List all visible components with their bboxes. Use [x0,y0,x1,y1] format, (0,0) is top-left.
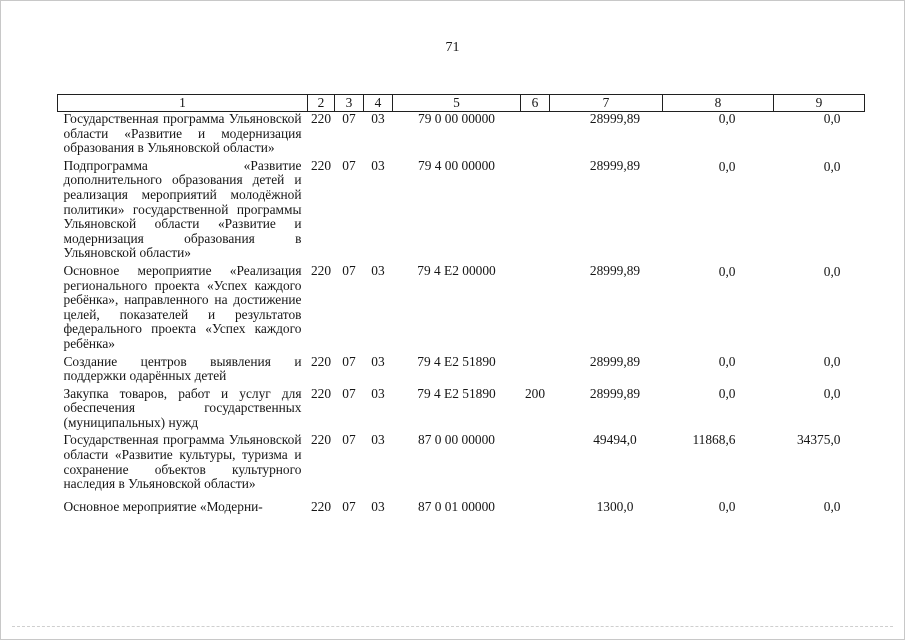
row-name: Государственная программа Ульяновской области «Развитие культуры, туризма и сохранение объектов культурного наследия в Ульяновской области» [63,432,302,492]
budget-table [57,94,865,517]
row-value-7: 28999,89 [589,157,641,173]
row-code-5: 87 0 00 00000 [418,432,495,448]
table-row [58,495,865,518]
row-value-8: 0,0 [718,498,736,514]
table-row [58,112,865,159]
header-col-1: 1 [58,95,308,112]
table-row [58,159,865,264]
row-code-3: 07 [342,111,356,126]
row-value-9: 0,0 [823,353,841,369]
header-col-9: 9 [774,95,865,112]
row-code-4: 03 [371,111,385,126]
table-row [58,355,865,387]
row-value-7: 28999,89 [589,262,641,278]
header-col-2: 2 [308,95,335,112]
scan-bottom-edge [12,626,893,627]
row-code-6 [521,433,550,494]
row-value-8: 0,0 [718,263,736,279]
row-value-9: 0,0 [823,498,841,514]
row-value-8: 11868,6 [692,432,736,448]
row-code-6 [521,112,550,159]
row-code-2: 220 [310,385,332,401]
header-col-6: 6 [521,95,550,112]
row-code-2: 220 [310,262,332,278]
row-code-3: 07 [342,353,356,369]
row-value-9: 0,0 [823,111,841,126]
row-code-3: 07 [342,385,356,401]
row-name: Основное мероприятие «Модерни- [63,498,263,514]
header-col-8: 8 [663,95,774,112]
row-code-2: 220 [310,157,332,173]
row-value-7: 28999,89 [589,353,641,369]
row-value-8: 0,0 [718,385,736,401]
header-col-7: 7 [550,95,663,112]
row-code-4: 03 [371,157,385,173]
table-row [58,387,865,434]
row-value-8: 0,0 [718,111,736,126]
row-code-2: 220 [310,353,332,369]
header-col-3: 3 [335,95,364,112]
row-code-5: 79 0 00 00000 [418,111,495,126]
row-code-4: 03 [371,385,385,401]
row-value-8: 0,0 [718,353,736,369]
row-name: Закупка товаров, работ и услуг для обеспечения государственных (муниципальных) нужд [63,385,302,430]
table-row [58,264,865,355]
row-value-7: 28999,89 [589,385,641,401]
row-code-3: 07 [342,498,356,514]
row-code-5: 79 4 E2 51890 [417,385,496,401]
row-value-9: 0,0 [823,385,841,401]
row-value-8: 0,0 [718,158,736,174]
row-value-7: 1300,0 [596,498,634,514]
row-name: Основное мероприятие «Реализация регионального проекта «Успех каждого ребёнка», направленного на достижение целей, показателей и результатов федерального проекта «Успех каждого ребёнка» [63,262,302,351]
row-code-4: 03 [371,262,385,278]
row-value-9: 34375,0 [796,432,841,448]
row-name: Создание центров выявления и поддержки одарённых детей [63,353,302,384]
table-header-row [58,95,865,112]
table-row [58,433,865,494]
row-code-6 [521,355,550,387]
row-code-2: 220 [310,498,332,514]
row-code-5: 79 4 00 00000 [418,157,495,173]
page-number: 71 [445,40,460,55]
row-code-6 [521,495,550,518]
row-value-9: 0,0 [823,263,841,279]
row-code-4: 03 [371,498,385,514]
header-col-5: 5 [393,95,521,112]
row-code-6 [521,264,550,355]
row-code-5: 87 0 01 00000 [418,498,495,514]
row-value-9: 0,0 [823,158,841,174]
row-code-4: 03 [371,432,385,448]
row-code-2: 220 [310,111,332,126]
header-col-4: 4 [364,95,393,112]
row-name: Подпрограмма «Развитие дополнительного образования детей и реализация мероприятий молодёжной политики» государственной программы Ульяновской области «Развитие и модернизация образования в Ульяновской области» [63,157,302,261]
row-code-5: 79 4 E2 51890 [417,353,496,369]
row-value-7: 49494,0 [593,432,637,448]
row-name: Государственная программа Ульяновской области «Развитие и модернизация образования в Ульяновской области» [63,111,302,156]
row-code-6 [521,159,550,264]
row-value-7: 28999,89 [589,111,641,126]
row-code-3: 07 [342,262,356,278]
row-code-3: 07 [342,157,356,173]
row-code-4: 03 [371,353,385,369]
row-code-6: 200 [524,385,546,401]
row-code-3: 07 [342,432,356,448]
row-code-5: 79 4 E2 00000 [417,262,496,278]
row-code-2: 220 [310,432,332,448]
